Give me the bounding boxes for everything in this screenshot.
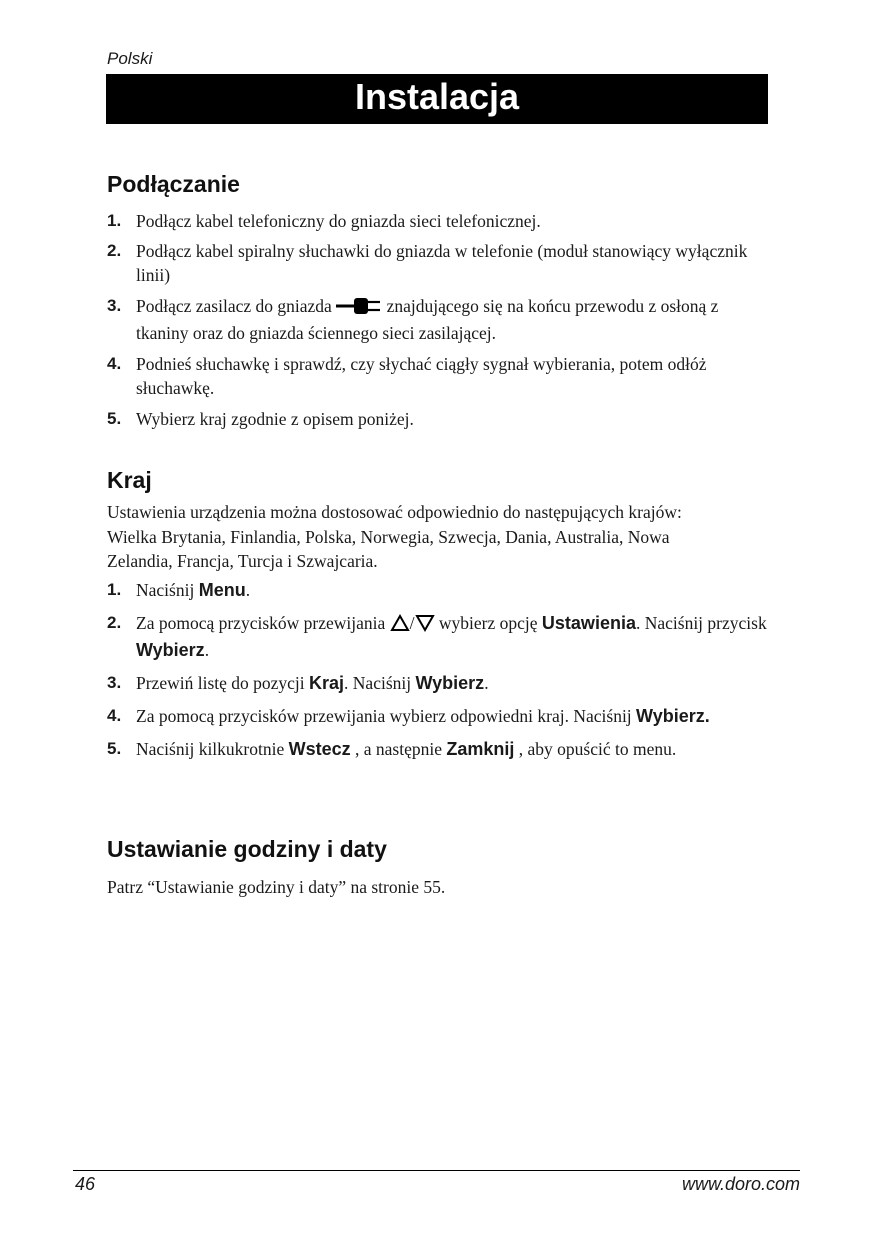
list-item xyxy=(107,671,769,695)
connecting-steps xyxy=(107,209,769,431)
step-text: . xyxy=(204,640,210,660)
arrow-down-icon xyxy=(415,614,435,638)
website-link: www.doro.com xyxy=(681,1174,800,1194)
step-number: 3. xyxy=(107,296,122,315)
page-title: Instalacja xyxy=(106,74,768,124)
step-text: Naciśnij xyxy=(136,580,195,600)
country-steps xyxy=(107,578,769,761)
language-label: Polski xyxy=(107,49,153,68)
select-keyword: Wybierz. xyxy=(636,706,710,726)
step-text: . Naciśnij przycisk xyxy=(635,613,767,633)
step-number: 2. xyxy=(107,613,122,632)
list-item xyxy=(107,352,769,400)
list-item xyxy=(107,704,769,728)
step-text: . Naciśnij xyxy=(344,673,412,693)
settings-keyword: Ustawienia xyxy=(541,613,636,633)
list-item xyxy=(107,407,769,431)
close-keyword: Zamknij xyxy=(446,739,515,759)
step-text: Naciśnij kilkukrotnie xyxy=(136,739,285,759)
step-text: Podłącz kabel spiralny słuchawki do gniazda w telefonie (moduł stanowiący wyłącznik linii) xyxy=(136,241,748,285)
power-plug-icon xyxy=(336,297,382,321)
step-number: 3. xyxy=(107,673,122,692)
select-keyword: Wybierz xyxy=(415,673,485,693)
step-text: Za pomocą przycisków przewijania wybierz odpowiedni kraj. Naciśnij xyxy=(136,706,632,726)
step-text: . xyxy=(245,580,251,600)
select-keyword: Wybierz xyxy=(136,640,205,660)
step-text-after: znajdującego się na końcu przewodu z osłoną z tkaniny oraz do gniazda ściennego sieci zasilającej. xyxy=(136,296,719,343)
step-text: Wybierz kraj zgodnie z opisem poniżej. xyxy=(136,409,414,429)
list-item xyxy=(107,737,769,761)
step-number: 2. xyxy=(107,241,122,260)
country-keyword: Kraj xyxy=(309,673,345,693)
list-item: 2. Za pomocą przycisków przewijania / wybierz opcję Ustawienia. Naciśnij przycisk Wybierz. xyxy=(107,613,767,660)
country-intro: Ustawienia urządzenia można dostosować odpowiednio do następujących krajów: Wielka Brytania, Finlandia, Polska, Norwegia, Szwecja, Dania, Australia, Nowa Zelandia, Francja, Turcja i Szwajcaria. xyxy=(107,502,682,571)
step-number: 5. xyxy=(107,739,122,758)
step-text: , aby opuścić to menu. xyxy=(518,739,677,759)
section-heading-connecting: Podłączanie xyxy=(107,171,240,197)
step-text: , a następnie xyxy=(355,739,442,759)
list-item xyxy=(107,294,769,345)
time-reference: Patrz “Ustawianie godziny i daty” na stronie 55. xyxy=(107,877,446,897)
list-item xyxy=(107,239,769,287)
footer-divider xyxy=(73,1170,800,1171)
step-text-before: Podłącz zasilacz do gniazda xyxy=(136,296,332,316)
step-text: Podnieś słuchawkę i sprawdź, czy słychać ciągły sygnał wybierania, potem odłóż słuchawkę. xyxy=(136,354,707,398)
step-text: Przewiń listę do pozycji xyxy=(136,673,305,693)
step-number: 5. xyxy=(107,409,122,428)
section-heading-time: Ustawianie godziny i daty xyxy=(107,836,387,862)
step-number: 1. xyxy=(107,211,122,230)
back-keyword: Wstecz xyxy=(288,739,351,759)
menu-keyword: Menu xyxy=(198,580,246,600)
section-heading-country: Kraj xyxy=(107,467,152,493)
step-text: Za pomocą przycisków przewijania xyxy=(136,613,386,633)
page-number: 46 xyxy=(75,1174,96,1194)
step-text: Podłącz kabel telefoniczny do gniazda sieci telefonicznej. xyxy=(136,211,541,231)
step-text: . xyxy=(484,673,489,693)
arrow-up-icon xyxy=(390,614,410,638)
list-item xyxy=(107,209,769,233)
step-text: wybierz opcję xyxy=(438,613,538,633)
step-number: 1. xyxy=(107,580,122,599)
list-item xyxy=(107,578,769,602)
step-number: 4. xyxy=(107,354,122,373)
step-number: 4. xyxy=(107,706,122,725)
